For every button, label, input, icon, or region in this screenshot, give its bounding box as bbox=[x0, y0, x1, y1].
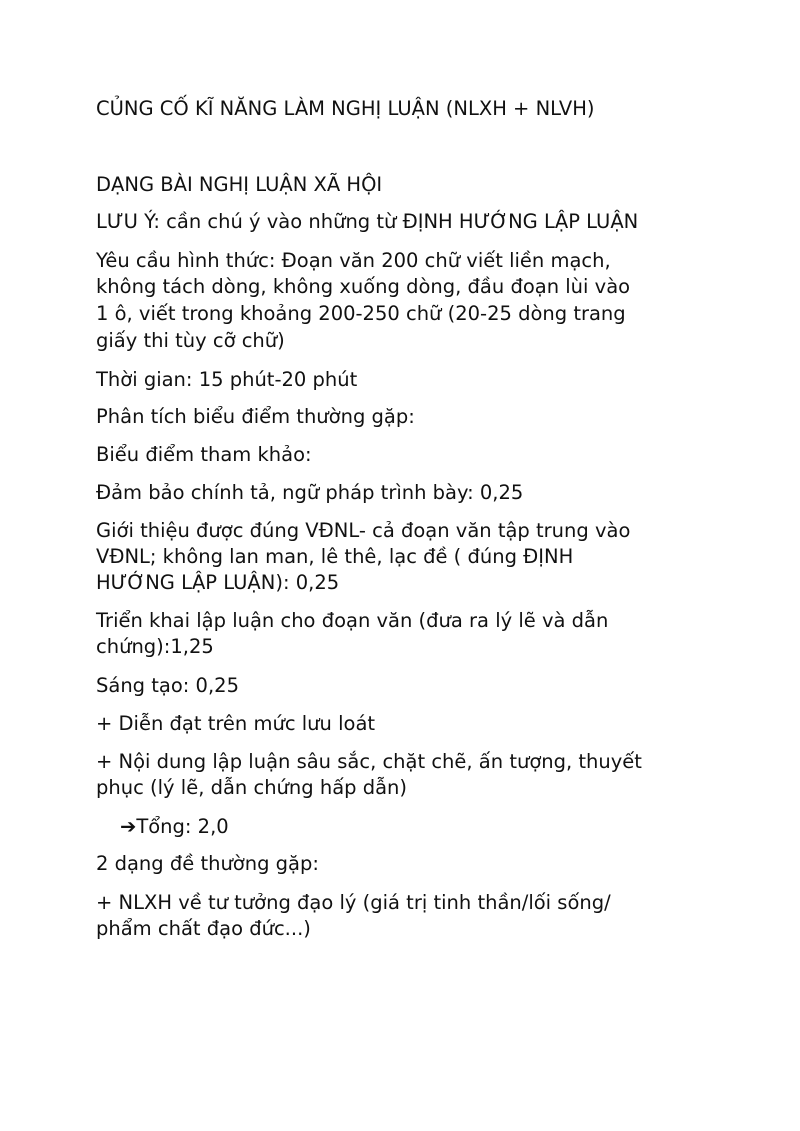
paragraph-line: 2 dạng đề thường gặp: bbox=[96, 852, 319, 875]
bullet-line: + Diễn đạt trên mức lưu loát bbox=[96, 712, 376, 735]
paragraph-line: Sáng tạo: 0,25 bbox=[96, 674, 239, 697]
paragraph-line: không tách dòng, không xuống dòng, đầu đoạn lùi vào bbox=[96, 275, 631, 298]
paragraph-line: Phân tích biểu điểm thường gặp: bbox=[96, 405, 415, 428]
section-heading: DẠNG BÀI NGHỊ LUẬN XÃ HỘI bbox=[96, 173, 383, 196]
paragraph-line: Yêu cầu hình thức: Đoạn văn 200 chữ viết liền mạch, bbox=[96, 249, 611, 272]
paragraph-line: chứng):1,25 bbox=[96, 635, 214, 658]
paragraph-line: Triển khai lập luận cho đoạn văn (đưa ra lý lẽ và dẫn bbox=[96, 609, 609, 632]
paragraph-line: VĐNL; không lan man, lê thê, lạc đề ( đúng ĐỊNH bbox=[96, 545, 574, 568]
bullet-line: phục (lý lẽ, dẫn chứng hấp dẫn) bbox=[96, 776, 408, 799]
document-title: CỦNG CỐ KĨ NĂNG LÀM NGHỊ LUẬN (NLXH + NLVH) bbox=[96, 97, 595, 120]
paragraph-line: giấy thi tùy cỡ chữ) bbox=[96, 329, 285, 352]
paragraph-line: Đảm bảo chính tả, ngữ pháp trình bày: 0,25 bbox=[96, 481, 524, 504]
bullet-line: + NLXH về tư tưởng đạo lý (giá trị tinh thần/lối sống/ bbox=[96, 891, 611, 914]
bullet-line: + Nội dung lập luận sâu sắc, chặt chẽ, ấn tượng, thuyết bbox=[96, 750, 642, 773]
paragraph-line: Giới thiệu được đúng VĐNL- cả đoạn văn tập trung vào bbox=[96, 519, 631, 542]
paragraph-line: Biểu điểm tham khảo: bbox=[96, 443, 312, 466]
total-line: ➔Tổng: 2,0 bbox=[120, 815, 229, 838]
paragraph-line: HƯỚNG LẬP LUẬN): 0,25 bbox=[96, 571, 340, 594]
note-line: LƯU Ý: cần chú ý vào những từ ĐỊNH HƯỚNG LẬP LUẬN bbox=[96, 210, 639, 233]
bullet-line: phẩm chất đạo đức...) bbox=[96, 917, 311, 940]
paragraph-line: 1 ô, viết trong khoảng 200-250 chữ (20-25 dòng trang bbox=[96, 302, 626, 325]
paragraph-line: Thời gian: 15 phút-20 phút bbox=[96, 368, 358, 391]
